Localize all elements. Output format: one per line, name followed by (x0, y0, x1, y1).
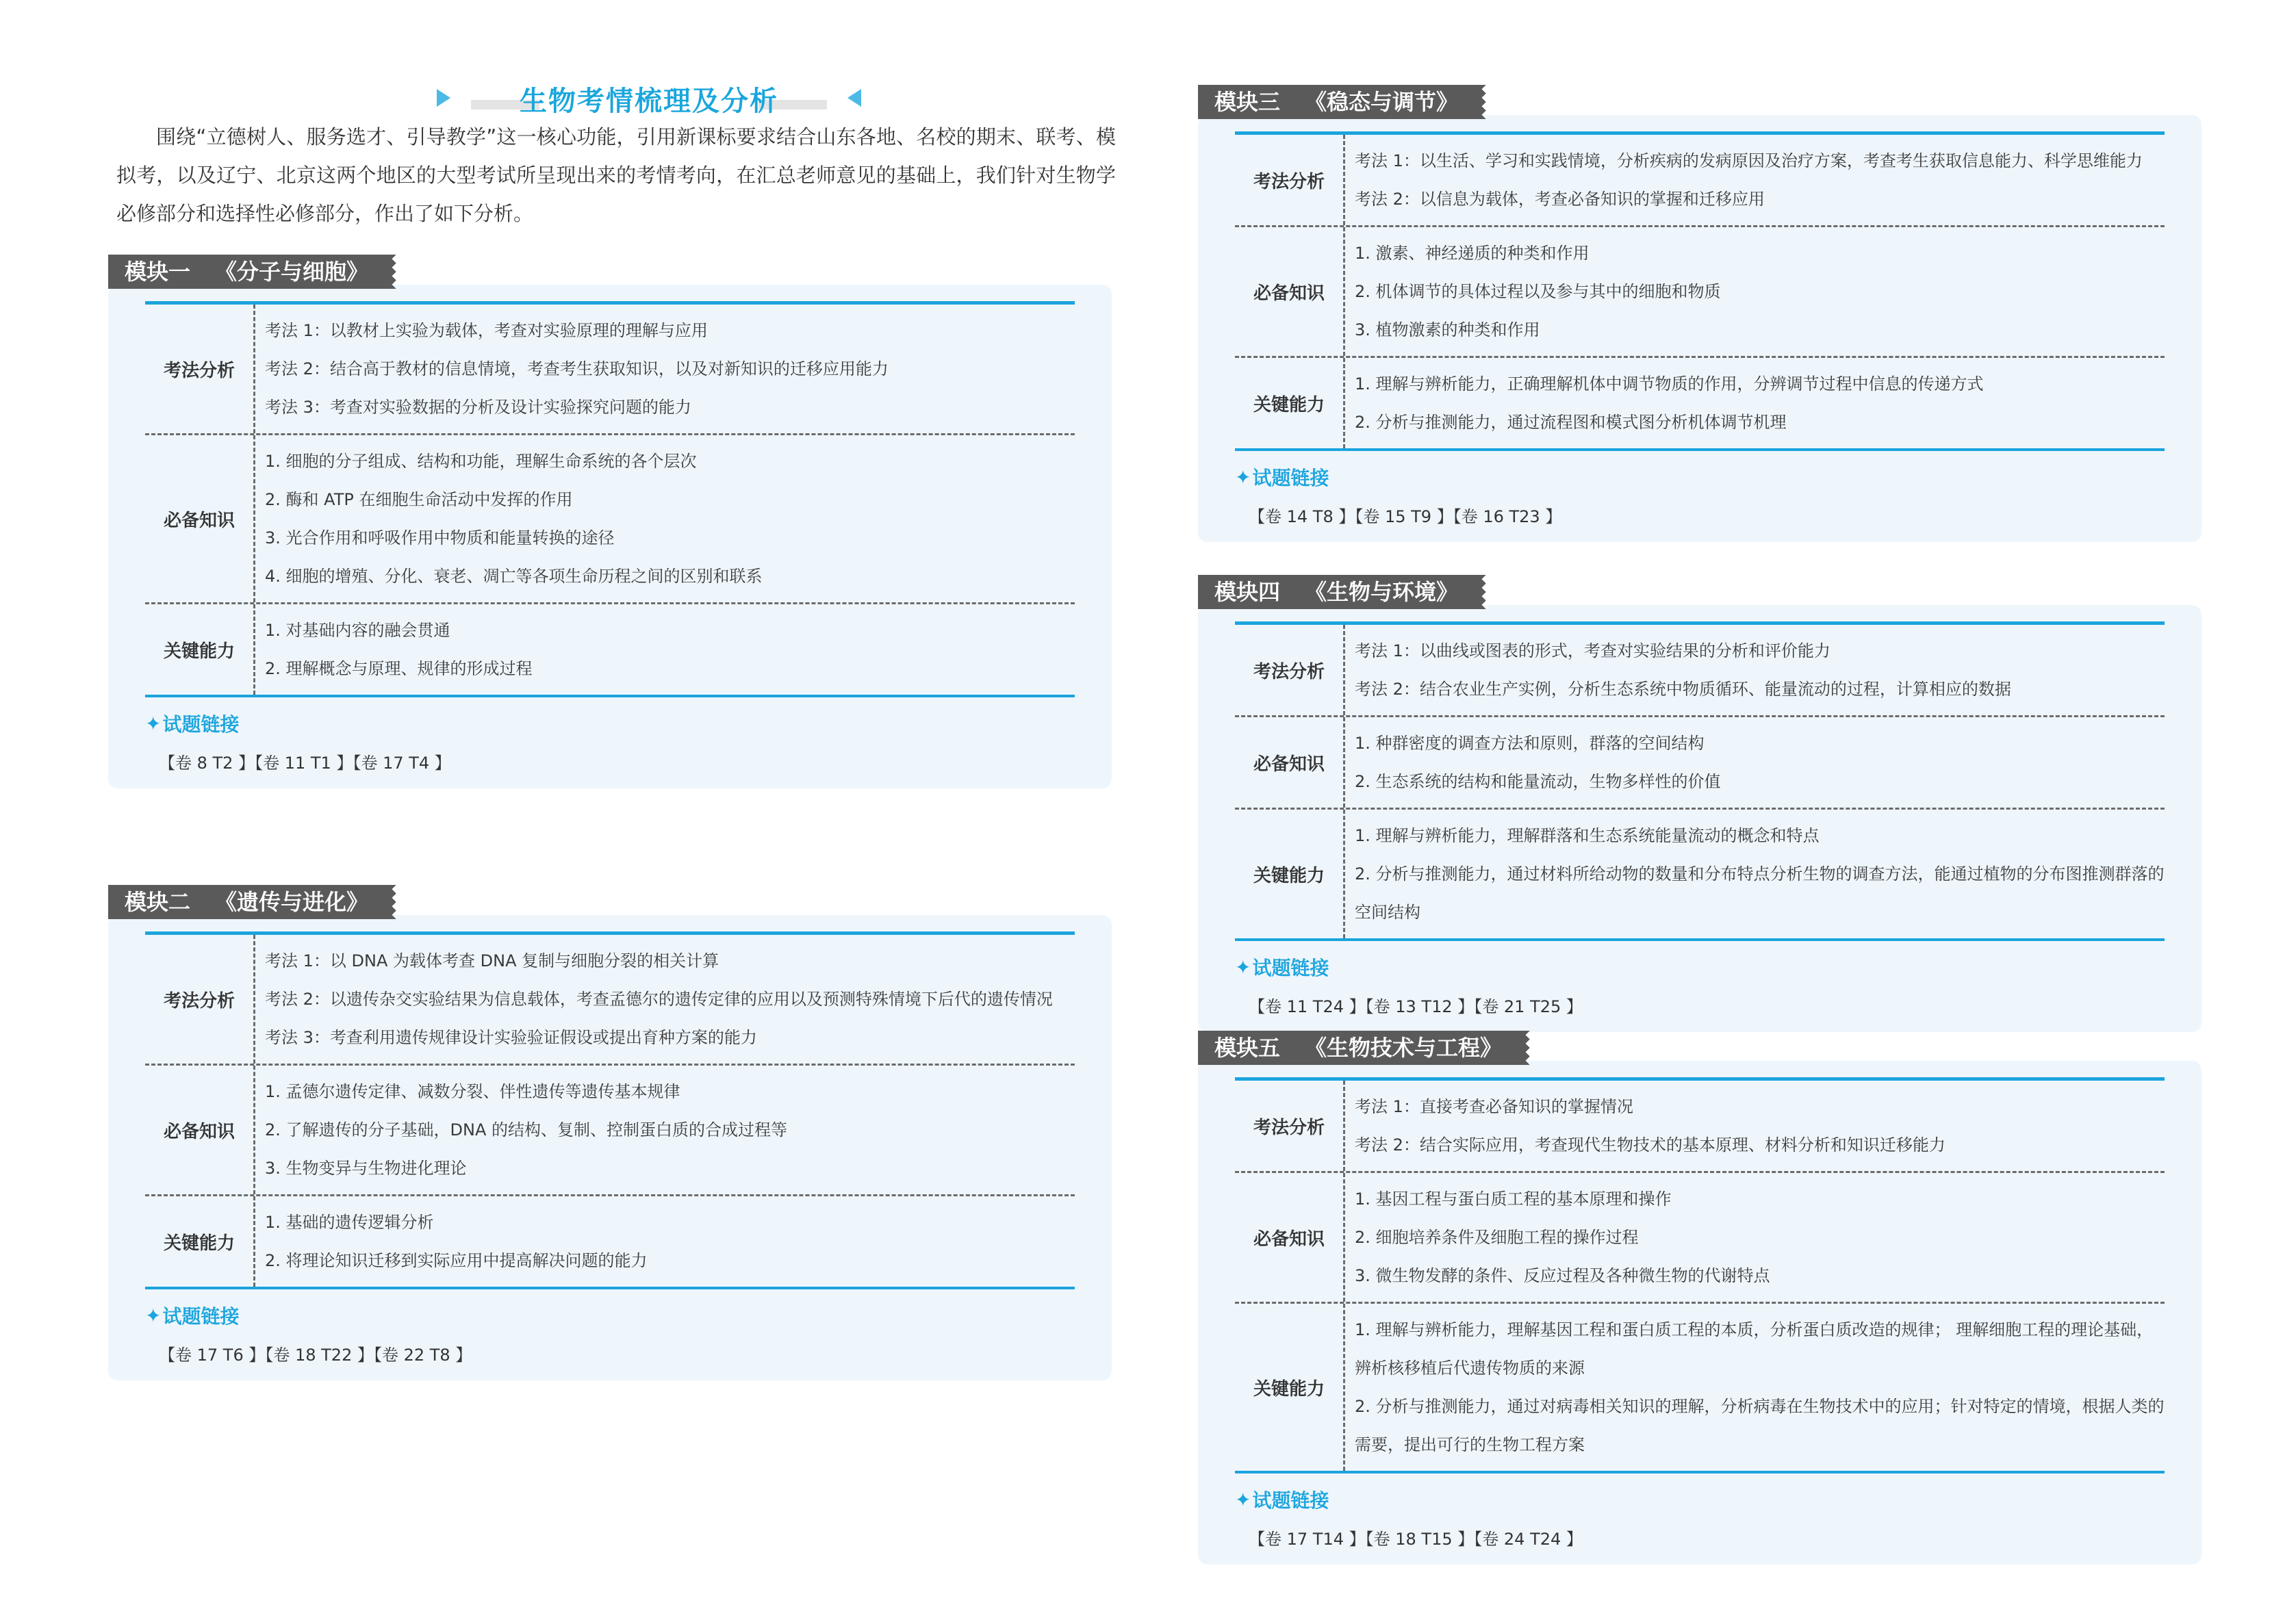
list-item: 1. 种群密度的调查方法和原则，群落的空间结构 (1355, 734, 1705, 753)
question-refs: 【卷 14 T8 】【卷 15 T9 】【卷 16 T23 】 (1249, 507, 1562, 526)
kaofa-row (145, 305, 1075, 435)
list-item: 1. 基因工程与蛋白质工程的基本原理和操作 (1355, 1189, 1672, 1209)
list-item: 1. 理解与辨析能力，理解基因工程和蛋白质工程的本质，分析蛋白质改造的规律； 理解细胞工程的理论基础，辨析核移植后代遗传物质的来源 (1355, 1320, 2154, 1378)
module-number: 模块三 (1214, 89, 1281, 115)
row-items (1345, 810, 2165, 938)
list-item: 考法 3：考查利用遗传规律设计实验验证假设或提出育种方案的能力 (265, 1028, 757, 1047)
list-item: 1. 对基础内容的融会贯通 (265, 621, 450, 640)
module-card (1198, 1061, 2202, 1565)
list-item: 1. 理解与辨析能力，正确理解机体中调节物质的作用，分辨调节过程中信息的传递方式 (1355, 374, 1984, 394)
row-items (255, 1066, 1075, 1194)
analysis-table (1235, 621, 2165, 941)
question-refs: 【卷 17 T6 】【卷 18 T22 】【卷 22 T8 】 (159, 1346, 472, 1365)
list-item: 2. 细胞培养条件及细胞工程的操作过程 (1355, 1228, 1639, 1247)
list-item: 1. 基础的遗传逻辑分析 (265, 1213, 434, 1232)
module-tag (1198, 1031, 1525, 1065)
row-items (255, 1196, 1075, 1287)
question-link-label: 试题链接 (1252, 467, 1329, 489)
list-item: 1. 理解与辨析能力，理解群落和生态系统能量流动的概念和特点 (1355, 826, 1820, 845)
module-card (1198, 115, 2202, 542)
page-title (409, 77, 889, 118)
list-item: 考法 2：以信息为载体，考查必备知识的掌握和迁移应用 (1355, 190, 1765, 209)
row-label: 关键能力 (1235, 1304, 1345, 1471)
analysis-table (1235, 1077, 2165, 1473)
row-label: 必备知识 (1235, 1173, 1345, 1302)
module-card (108, 285, 1112, 788)
module-name: 《稳态与调节》 (1305, 89, 1459, 115)
row-items (1345, 625, 2165, 715)
list-item: 2. 分析与推测能力，通过材料所给动物的数量和分布特点分析生物的调查方法，能通过植物的分布图推测群落的空间结构 (1355, 864, 2165, 922)
module-name: 《生物与环境》 (1305, 579, 1459, 605)
list-item: 3. 微生物发酵的条件、反应过程及各种微生物的代谢特点 (1355, 1266, 1770, 1285)
row-label: 必备知识 (145, 435, 255, 602)
row-items (1345, 227, 2165, 356)
zhishi-row (145, 435, 1075, 604)
list-item: 考法 1：以曲线或图表的形式，考查对实验结果的分析和评价能力 (1355, 641, 1831, 660)
row-items (255, 935, 1075, 1064)
list-item: 考法 1：以 DNA 为载体考查 DNA 复制与细胞分裂的相关计算 (265, 951, 719, 970)
intro-paragraph: 围绕“立德树人、服务选才、引导教学”这一核心功能，引用新课标要求结合山东各地、名校的期末、联考、模拟考，以及辽宁、北京这两个地区的大型考试所呈现出来的考情考向，在汇总老师意见的基础上，我们针对生物学必修部分和选择性必修部分，作出了如下分析。 (116, 125, 1116, 225)
sparkle-icon: ✦ (1235, 955, 1251, 979)
list-item: 2. 酶和 ATP 在细胞生命活动中发挥的作用 (265, 490, 573, 509)
row-items (1345, 1304, 2165, 1471)
module-name: 《遗传与进化》 (215, 889, 369, 915)
row-items (255, 305, 1075, 433)
module-number: 模块一 (125, 259, 191, 285)
module-5 (1198, 1031, 2202, 1565)
module-3 (1198, 85, 2202, 542)
question-link-heading (145, 1302, 1075, 1329)
tag-zigzag-edge (1481, 85, 1491, 119)
question-refs: 【卷 8 T2 】【卷 11 T1 】【卷 17 T4 】 (159, 754, 451, 773)
module-tag (108, 885, 392, 919)
tag-zigzag-edge (392, 255, 401, 289)
list-item: 考法 1：直接考查必备知识的掌握情况 (1355, 1097, 1633, 1116)
row-items (1345, 358, 2165, 448)
list-item: 考法 2：以遗传杂交实验结果为信息载体，考查孟德尔的遗传定律的应用以及预测特殊情境下后代的遗传情况 (265, 990, 1053, 1009)
row-label: 关键能力 (145, 604, 255, 695)
list-item: 考法 2：结合高于教材的信息情境，考查考生获取知识，以及对新知识的迁移应用能力 (265, 359, 889, 378)
row-label: 关键能力 (145, 1196, 255, 1287)
list-item: 2. 分析与推测能力，通过对病毒相关知识的理解，分析病毒在生物技术中的应用；针对特定的情境，根据人类的需要，提出可行的生物工程方案 (1355, 1397, 2165, 1454)
row-label: 考法分析 (1235, 1081, 1345, 1171)
list-item: 2. 分析与推测能力，通过流程图和模式图分析机体调节机理 (1355, 413, 1787, 432)
row-items (1345, 135, 2165, 225)
kaofa-row (1235, 135, 2165, 227)
nengli-row (1235, 1304, 2165, 1471)
module-tag (108, 255, 392, 289)
analysis-table (145, 931, 1075, 1289)
question-link-heading (1235, 1486, 2165, 1513)
row-items (1345, 1081, 2165, 1171)
sparkle-icon: ✦ (1235, 1488, 1251, 1511)
zhishi-row (145, 1066, 1075, 1196)
nengli-row (1235, 358, 2165, 448)
module-number: 模块二 (125, 889, 191, 915)
row-label: 关键能力 (1235, 358, 1345, 448)
list-item: 2. 机体调节的具体过程以及参与其中的细胞和物质 (1355, 282, 1721, 301)
tag-zigzag-edge (392, 885, 401, 919)
analysis-table (145, 301, 1075, 697)
zhishi-row (1235, 227, 2165, 358)
question-link-label: 试题链接 (1252, 1489, 1329, 1512)
module-card (1198, 605, 2202, 1032)
sparkle-icon: ✦ (1235, 465, 1251, 489)
list-item: 1. 激素、神经递质的种类和作用 (1355, 244, 1590, 263)
list-item: 考法 2：结合实际应用，考查现代生物技术的基本原理、材料分析和知识迁移能力 (1355, 1135, 1946, 1155)
list-item: 1. 孟德尔遗传定律、减数分裂、伴性遗传等遗传基本规律 (265, 1082, 680, 1101)
nengli-row (1235, 810, 2165, 938)
row-label: 必备知识 (1235, 717, 1345, 808)
question-link-heading (145, 710, 1075, 737)
kaofa-row (1235, 625, 2165, 717)
module-2 (108, 885, 1112, 1380)
row-label: 考法分析 (1235, 625, 1345, 715)
sparkle-icon: ✦ (145, 1304, 162, 1327)
kaofa-row (145, 935, 1075, 1066)
row-label: 关键能力 (1235, 810, 1345, 938)
nengli-row (145, 604, 1075, 695)
row-items (255, 604, 1075, 695)
zhishi-row (1235, 717, 2165, 810)
zhishi-row (1235, 1173, 2165, 1304)
kaofa-row (1235, 1081, 2165, 1173)
page-title-text: 生物考情梳理及分析 (520, 86, 778, 117)
list-item: 考法 1：以生活、学习和实践情境，分析疾病的发病原因及治疗方案，考查考生获取信息能力、科学思维能力 (1355, 151, 2143, 170)
question-link-heading (1235, 463, 2165, 491)
sparkle-icon: ✦ (145, 712, 162, 735)
module-name: 《分子与细胞》 (215, 259, 369, 285)
question-link-label: 试题链接 (1252, 957, 1329, 979)
list-item: 2. 理解概念与原理、规律的形成过程 (265, 659, 533, 678)
module-name: 《生物技术与工程》 (1305, 1035, 1503, 1061)
row-label: 必备知识 (1235, 227, 1345, 356)
module-4 (1198, 575, 2202, 1032)
module-tag (1198, 575, 1481, 609)
list-item: 3. 植物激素的种类和作用 (1355, 320, 1540, 339)
question-link-label: 试题链接 (162, 713, 240, 736)
row-items (255, 435, 1075, 602)
question-refs: 【卷 17 T14 】【卷 18 T15 】【卷 24 T24 】 (1249, 1530, 1583, 1549)
row-label: 考法分析 (145, 305, 255, 433)
module-card (108, 915, 1112, 1380)
list-item: 2. 了解遗传的分子基础，DNA 的结构、复制、控制蛋白质的合成过程等 (265, 1120, 788, 1140)
row-label: 考法分析 (145, 935, 255, 1064)
list-item: 1. 细胞的分子组成、结构和功能，理解生命系统的各个层次 (265, 452, 697, 471)
module-number: 模块五 (1214, 1035, 1281, 1061)
list-item: 4. 细胞的增殖、分化、衰老、凋亡等各项生命历程之间的区别和联系 (265, 567, 763, 586)
list-item: 2. 将理论知识迁移到实际应用中提高解决问题的能力 (265, 1251, 648, 1270)
list-item: 考法 2：结合农业生产实例，分析生态系统中物质循环、能量流动的过程，计算相应的数据 (1355, 680, 2011, 699)
row-items (1345, 1173, 2165, 1302)
tag-zigzag-edge (1525, 1031, 1535, 1065)
list-item: 3. 生物变异与生物进化理论 (265, 1159, 467, 1178)
row-label: 必备知识 (145, 1066, 255, 1194)
module-tag (1198, 85, 1481, 119)
row-items (1345, 717, 2165, 808)
list-item: 考法 3：考查对实验数据的分析及设计实验探究问题的能力 (265, 398, 691, 417)
list-item: 2. 生态系统的结构和能量流动，生物多样性的价值 (1355, 772, 1721, 791)
tag-zigzag-edge (1481, 575, 1491, 609)
module-1 (108, 255, 1112, 788)
question-link-label: 试题链接 (162, 1305, 240, 1328)
analysis-table (1235, 131, 2165, 451)
list-item: 考法 1：以教材上实验为载体，考查对实验原理的理解与应用 (265, 321, 708, 340)
question-link-heading (1235, 953, 2165, 981)
nengli-row (145, 1196, 1075, 1287)
module-number: 模块四 (1214, 579, 1281, 605)
list-item: 3. 光合作用和呼吸作用中物质和能量转换的途径 (265, 528, 615, 548)
row-label: 考法分析 (1235, 135, 1345, 225)
question-refs: 【卷 11 T24 】【卷 13 T12 】【卷 21 T25 】 (1249, 997, 1583, 1016)
